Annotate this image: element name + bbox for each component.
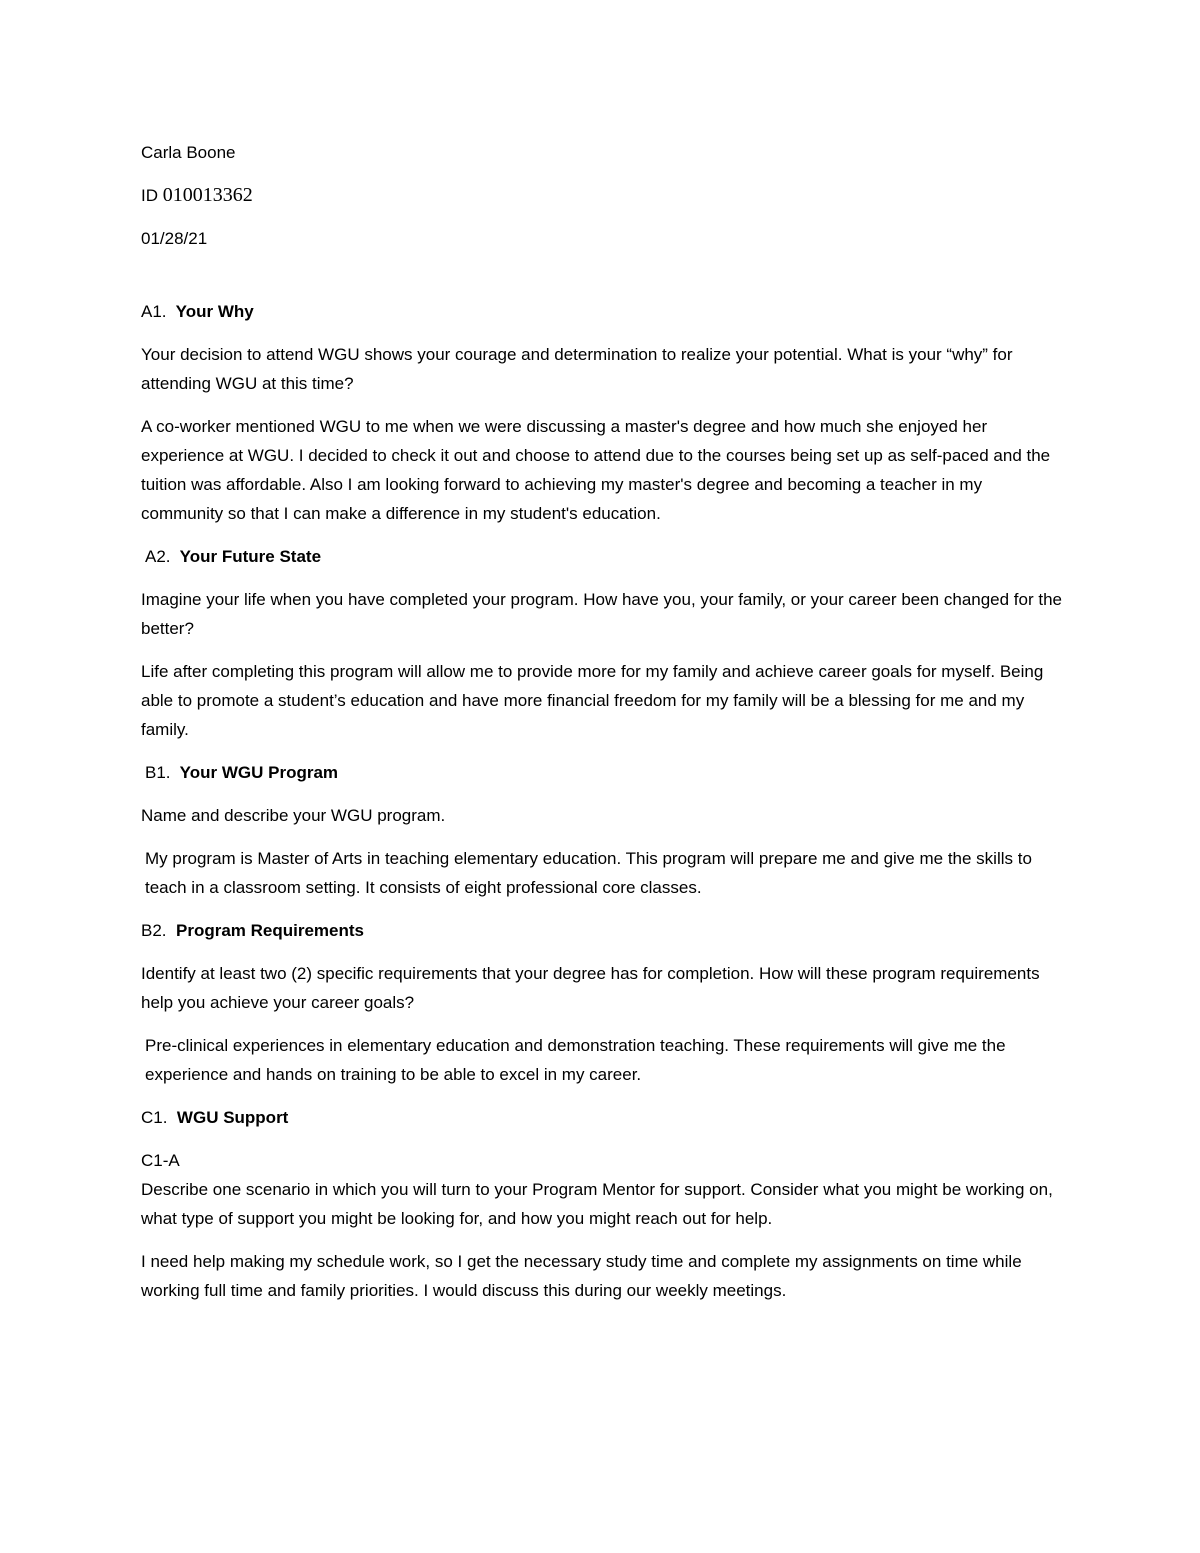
- student-name: Carla Boone: [141, 143, 236, 162]
- section-prompt-a2: Imagine your life when you have completed your program. How have you, your family, or your career been changed for the better?: [141, 590, 1063, 638]
- section-title: Your WGU Program: [179, 763, 339, 782]
- section-heading-a2: [141, 542, 1066, 571]
- section-sublabel-c1a: C1-A: [141, 1151, 180, 1170]
- section-number: A2.: [145, 547, 171, 566]
- section-number: B2.: [141, 921, 167, 940]
- section-prompt-b2: Identify at least two (2) specific requirements that your degree has for completion. How will these program requirements help you achieve your career goals?: [141, 964, 1040, 1012]
- document-page: [141, 138, 1066, 1319]
- id-number: 010013362: [162, 184, 253, 206]
- section-answer-b2: Pre-clinical experiences in elementary education and demonstration teaching. These requirements will give me the experience and hands on training to be able to excel in my career.: [145, 1036, 1006, 1084]
- section-answer-c1: I need help making my schedule work, so I get the necessary study time and complete my assignments on time while working full time and family priorities. I would discuss this during our weekly meetings.: [141, 1252, 1022, 1300]
- section-answer-a1: A co-worker mentioned WGU to me when we were discussing a master's degree and how much she enjoyed her experience at WGU. I decided to check it out and choose to attend due to the courses being set up as self-paced and the tuition was affordable. Also I am looking forward to achieving my master's degree and becoming a teacher in my community so that I can make a difference in my student's education.: [141, 417, 1051, 523]
- section-answer-a2: Life after completing this program will allow me to provide more for my family and achieve career goals for myself. Being able to promote a student’s education and have more financial freedom for my family will be a blessing for me and my family.: [141, 662, 1044, 739]
- section-title: WGU Support: [176, 1108, 289, 1127]
- submission-date: 01/28/21: [141, 229, 208, 248]
- section-heading-b2: [141, 916, 1066, 945]
- section-heading-a1: [141, 297, 1066, 326]
- section-answer-b1: My program is Master of Arts in teaching elementary education. This program will prepare me and give me the skills to teach in a classroom setting. It consists of eight professional core classes.: [145, 849, 1032, 897]
- student-id: [141, 181, 1066, 210]
- section-prompt-c1: Describe one scenario in which you will turn to your Program Mentor for support. Consider what you might be working on, what type of support you might be looking for, and how you might reach out for help.: [141, 1180, 1053, 1228]
- section-title: Program Requirements: [175, 921, 364, 940]
- section-heading-c1: [141, 1103, 1066, 1132]
- section-title: Your Why: [175, 302, 254, 321]
- id-label: ID: [141, 186, 158, 205]
- section-title: Your Future State: [179, 547, 322, 566]
- section-prompt-a1: Your decision to attend WGU shows your courage and determination to realize your potential. What is your “why” for attending WGU at this time?: [141, 345, 1013, 393]
- section-heading-b1: [141, 758, 1066, 787]
- section-prompt-b1: Name and describe your WGU program.: [141, 806, 446, 825]
- section-number: A1.: [141, 302, 167, 321]
- section-number: B1.: [145, 763, 171, 782]
- section-number: C1.: [141, 1108, 168, 1127]
